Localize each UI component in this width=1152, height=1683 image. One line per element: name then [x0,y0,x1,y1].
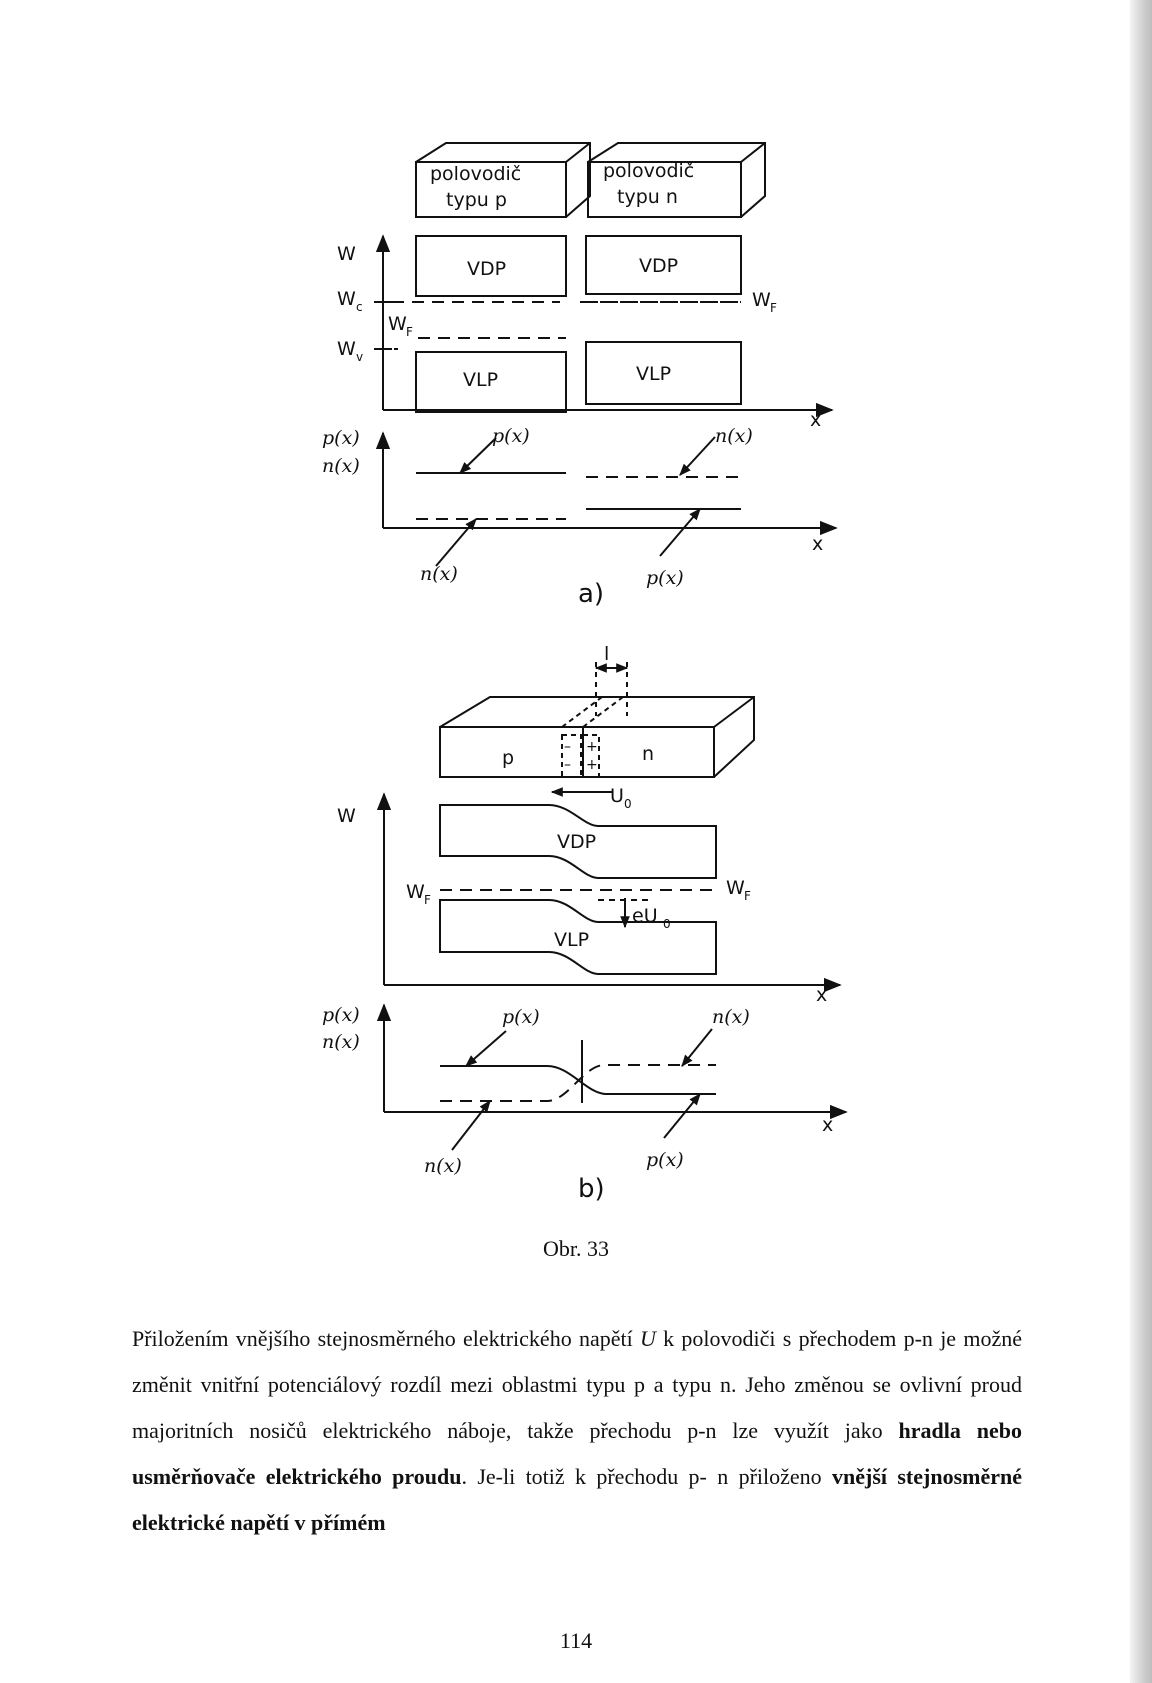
vlp-label-b: VLP [554,929,590,951]
x-label-b-top: x [816,984,828,1006]
paragraph-bold-1: hradla nebo usměrňovače elektrického proudu [132,1418,1022,1489]
paragraph-text-1: Přiložením vnějšího stejnosměrného elektrického napětí [132,1326,640,1351]
svg-text:F: F [406,325,413,339]
wf-label-left-b: W [406,881,425,903]
block-p-label-1: polovodič [430,163,522,185]
paragraph-symbol-u: U [639,1326,656,1351]
n-label-p-side-a: n(x) [420,563,458,585]
svg-text:+: + [586,757,598,773]
axis-wc-label: W [337,288,356,310]
n-label-bottom-b: n(x) [424,1155,462,1177]
svg-text:0: 0 [624,797,632,811]
vdp-label-p: VDP [467,258,507,280]
svg-text:+: + [586,739,598,755]
svg-text:–: – [564,757,571,773]
figure-caption: Obr. 33 [543,1236,609,1261]
block-n-label-1: polovodič [603,160,695,182]
u0-label: U [610,785,624,807]
svg-text:c: c [356,300,363,314]
axis-n-label-b: n(x) [322,1031,360,1053]
paragraph-bold-2: vnější stejnosměrné elektrické napětí v přímém [132,1464,1022,1535]
width-l-label: l [604,643,610,665]
wf-label-right-b: W [726,877,745,899]
n-label-n-side-a: n(x) [715,425,753,447]
wf-label-left-a: W [388,313,407,335]
svg-text:F: F [770,301,777,315]
p-label-top-b: p(x) [502,1006,540,1028]
axis-w-label-a: W [337,243,356,265]
p-label-bottom-b: p(x) [646,1149,684,1171]
svg-text:–: – [564,739,571,755]
x-label-a-bottom: x [812,533,824,555]
p-label-p-side-a: p(x) [492,425,530,447]
axis-p-label-b: p(x) [322,1004,360,1026]
eu0-label: eU [632,905,658,927]
axis-p-label-a: p(x) [322,427,360,449]
vlp-label-p: VLP [463,369,499,391]
vdp-label-b: VDP [557,831,597,853]
page-number: 114 [559,1628,593,1653]
vdp-label-n: VDP [639,255,679,277]
x-label-a-top: x [810,409,822,431]
x-label-b-bottom: x [822,1114,834,1136]
svg-text:v: v [356,350,364,364]
p-region-label: p [502,747,515,769]
block-p-label-2: typu p [446,189,507,211]
body-paragraph [132,1316,1022,1546]
svg-text:F: F [744,889,751,903]
n-region-label: n [642,743,655,765]
part-b-label: b) [578,1174,605,1204]
wf-label-right-a: W [752,289,771,311]
svg-text:0: 0 [663,917,671,931]
n-concentration-b [440,1065,716,1101]
block-n-label-2: typu n [617,186,678,208]
axis-w-label-b: W [337,805,356,827]
axis-n-label-a: n(x) [322,455,360,477]
axis-wv-label: W [337,338,356,360]
part-a-label: a) [578,579,605,609]
p-label-n-side-a: p(x) [646,567,684,589]
paragraph-text-2: k polovodiči s přechodem p-n je možné změnit vnitřní potenciálový rozdíl mezi oblastmi typu p a typu n. Jeho změnou se ovlivní proud majoritních nosičů elektrického náboje, takže přechodu p-n lze využít jako [132,1326,1022,1443]
vlp-label-n: VLP [636,363,672,385]
svg-text:F: F [424,893,431,907]
n-label-top-b: n(x) [712,1006,750,1028]
paragraph-text-3: . Je-li totiž k přechodu p- n přiloženo [461,1464,833,1489]
